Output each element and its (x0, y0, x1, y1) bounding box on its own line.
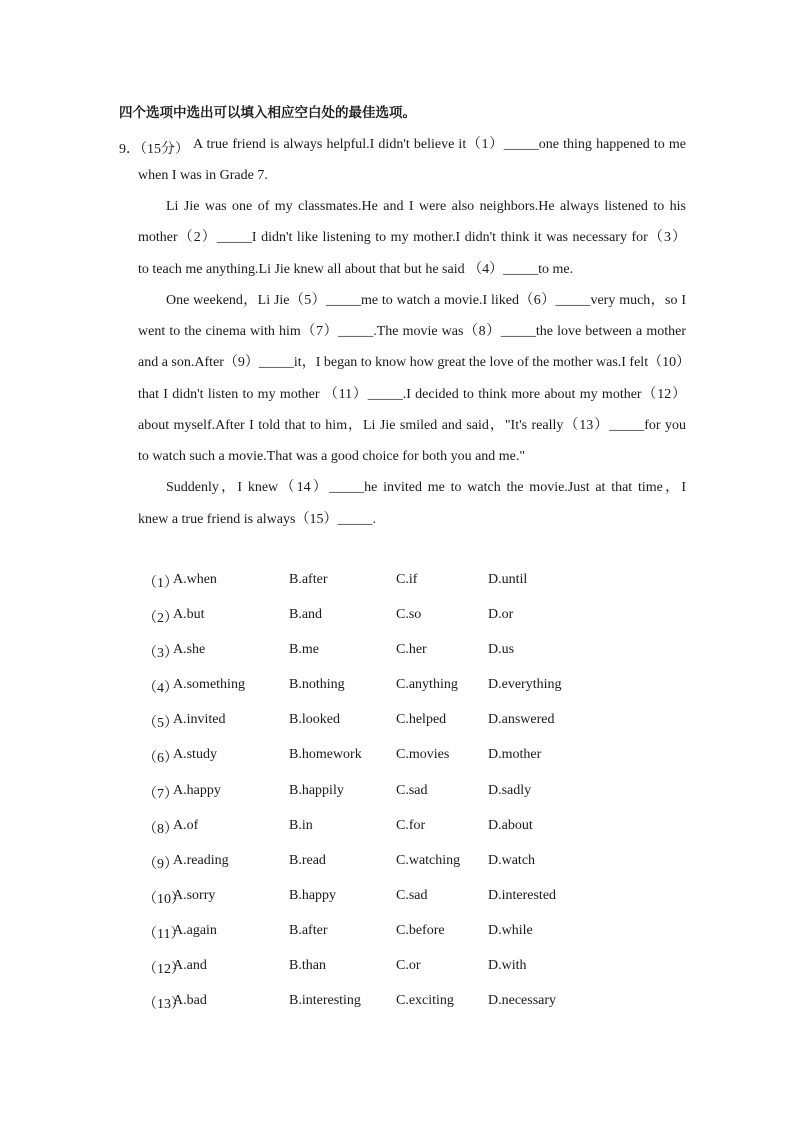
section-instruction: 四个选项中选出可以填入相应空白处的最佳选项。 (119, 105, 416, 121)
option-d: D.or (488, 607, 514, 623)
option-number: （13） (143, 997, 185, 1013)
option-c: C.her (396, 642, 427, 658)
option-c: C.or (396, 958, 421, 974)
option-number: （12） (143, 962, 185, 978)
question-number-label: 9．（15分） (119, 142, 189, 157)
option-number: （8） (143, 821, 178, 837)
option-number: （7） (143, 786, 178, 802)
option-number: （4） (143, 681, 178, 697)
option-d: D.necessary (488, 993, 557, 1009)
option-b: B.after (289, 922, 328, 938)
option-c: C.for (396, 817, 426, 833)
passage-line: to teach me anything.Li Jie knew all about that but he said （4）_____to me. (138, 262, 574, 277)
option-b: B.read (289, 852, 326, 868)
option-c: C.sad (396, 887, 428, 903)
option-number: （9） (143, 856, 178, 872)
option-c: C.anything (396, 677, 458, 693)
passage-line: One weekend，Li Jie（5）_____me to watch a movie.I liked（6）_____very much，so I (166, 293, 686, 308)
option-number: （1） (143, 576, 178, 591)
option-d: D.with (488, 958, 527, 974)
option-d: D.us (488, 642, 515, 658)
option-number: （2） (143, 611, 178, 627)
option-b: B.interesting (289, 993, 361, 1009)
option-b: B.than (289, 958, 326, 974)
option-d: D.sadly (488, 782, 532, 798)
option-a: A.study (173, 747, 217, 763)
option-a: A.invited (173, 712, 226, 728)
passage-line: A true friend is always helpful.I didn't believe it（1）_____one thing happened to me (193, 137, 686, 152)
option-d: D.interested (488, 887, 557, 903)
passage-line: and a son.After（9）_____it，I began to know how great the love of the mother was.I felt（10） (138, 355, 691, 370)
passage-line: mother（2）_____I didn't like listening to my mother.I didn't think it was necessary for（3） (138, 230, 686, 245)
passage-line: Li Jie was one of my classmates.He and I were also neighbors.He always listened to his (166, 199, 686, 214)
option-b: B.happily (289, 782, 344, 798)
option-c: C.watching (396, 852, 461, 868)
option-b: B.after (289, 572, 328, 587)
option-number: （3） (143, 646, 178, 662)
option-c: C.so (396, 607, 422, 623)
option-b: B.looked (289, 712, 340, 728)
option-number: （10） (143, 891, 185, 907)
passage-line: went to the cinema with him（7）_____.The movie was（8）_____the love between a mother (138, 324, 686, 339)
passage-line: knew a true friend is always（15）_____. (138, 512, 376, 527)
option-c: C.before (396, 922, 445, 938)
option-b: B.homework (289, 747, 362, 763)
option-b: B.nothing (289, 677, 345, 693)
option-d: D.mother (488, 747, 542, 763)
passage-line: that I didn't listen to my mother （11）_____.I decided to think more about my mother（12） (138, 387, 686, 402)
option-b: B.me (289, 642, 319, 658)
option-d: D.everything (488, 677, 562, 693)
passage-line: about myself.After I told that to him，Li Jie smiled and said，"It's really（13）_____for you (138, 418, 686, 433)
passage-line: to watch such a movie.That was a good choice for both you and me." (138, 449, 526, 464)
option-number: （11） (143, 926, 185, 942)
option-a: A.but (173, 607, 205, 623)
option-c: C.sad (396, 782, 428, 798)
option-c: C.movies (396, 747, 450, 763)
option-a: A.of (173, 817, 199, 833)
option-d: D.watch (488, 852, 536, 868)
option-a: A.she (173, 642, 206, 658)
option-number: （6） (143, 751, 178, 767)
passage-line: Suddenly，I knew（14）_____he invited me to watch the movie.Just at that time，I (166, 480, 686, 495)
option-d: D.until (488, 572, 528, 587)
option-a: A.reading (173, 852, 229, 868)
option-a: A.and (173, 958, 207, 974)
option-b: B.happy (289, 887, 337, 903)
option-c: C.if (396, 572, 418, 587)
option-c: C.exciting (396, 993, 454, 1009)
option-a: A.something (173, 677, 245, 693)
option-a: A.sorry (173, 887, 216, 903)
option-number: （5） (143, 716, 178, 732)
option-d: D.while (488, 922, 533, 938)
option-a: A.when (173, 572, 217, 587)
option-a: A.again (173, 922, 217, 938)
option-d: D.answered (488, 712, 555, 728)
option-b: B.and (289, 607, 323, 623)
option-a: A.bad (173, 993, 207, 1009)
passage-line: when I was in Grade 7. (138, 168, 268, 183)
option-c: C.helped (396, 712, 447, 728)
option-a: A.happy (173, 782, 221, 798)
option-b: B.in (289, 817, 313, 833)
option-d: D.about (488, 817, 533, 833)
